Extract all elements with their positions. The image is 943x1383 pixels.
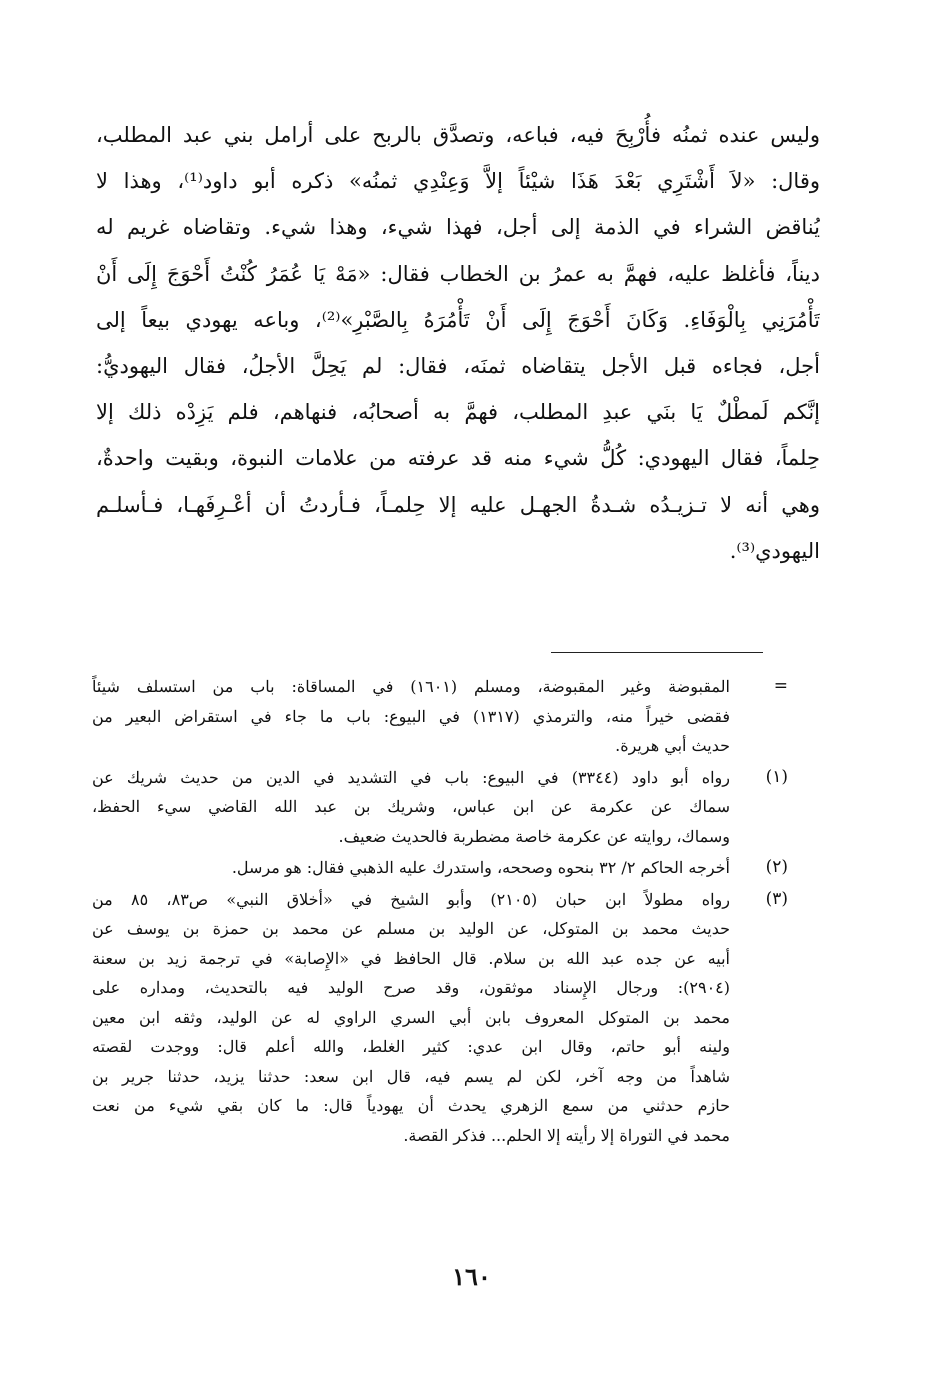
- footnote-continuation: [92, 672, 788, 761]
- footnote-line: فقضى خيراً منه، والترمذي (١٣١٧) في البيوع: باب ما جاء في استقراض البعير من: [92, 706, 730, 726]
- footnote-line: سماك عن عكرمة عن ابن عباس، وشريك بن عبد الله القاضي سيء الحفظ،: [92, 797, 730, 816]
- footnote-marker: (٣): [765, 888, 788, 909]
- main-text-line: وليس عنده ثمنُه فأُرْبِحَ فيه، فباعه، وتصدَّق بالربح على أرامل بني عبد المطلب،: [96, 123, 820, 147]
- footnote-line: أخرجه الحاكم ٢/ ٣٢ بنحوه وصححه، واستدرك عليه الذهبي فقال: هو مرسل.: [231, 858, 730, 877]
- footnote-marker: (١): [765, 766, 788, 787]
- footnote-line: المقبوضة وغير المقبوضة، ومسلم (١٦٠١) في المساقاة: باب من استسلف شيئاً: [92, 677, 730, 696]
- page-number: ١٦٠: [452, 1262, 491, 1291]
- footnote-line: ولينه أبو حاتم، وقال ابن عدي: كثير الغلط، والله أعلم قال: ووجدت لقصته: [92, 1037, 730, 1056]
- footnote-line: أبيه عن جده عبد الله بن سلام. قال الحافظ في «الإِصابة» في ترجمة زيد بن سعنة: [92, 948, 730, 968]
- footnote-divider: [551, 652, 763, 653]
- footnotes-section: [92, 672, 788, 1152]
- footnote-line: محمد بن المتوكل المعروف بابن أبي السري الراوي له عن الوليد، وثقه ابن معين: [92, 1007, 730, 1027]
- main-text-body: [96, 112, 820, 574]
- main-text-line: أجل، فجاءه قبل الأجل يتقاضاه ثمنَه، فقال: لم يَحِلَّ الأجلُ، فقال اليهوديُّ:: [96, 353, 820, 378]
- footnote-line: رواه أبو داود (٣٣٤٤) في البيوع: باب في التشديد في الدين من حديث شريك عن: [92, 767, 730, 787]
- main-text-line: يُناقض الشراء في الذمة إلى أجل، فهذا شيء، وهذا شيء. وتقاضاه غريم له: [96, 215, 820, 240]
- footnote-1: [92, 763, 788, 852]
- main-text-line: وهي أنه لا تـزيـدُه شـدةُ الجهـل عليه إلا حِلمـاً، فـأردتُ أن أعْـرِفَهـا، فـأسلـم: [96, 492, 820, 517]
- footnote-marker: =: [773, 676, 788, 696]
- main-text-line: وقال: «لاَ أَشْتَرِي بَعْدَ هَذَا شيْئاً إلاَّ وَعِنْدِي ثمنُه» ذكره أبو داود⁽¹⁾، وهذا لا: [96, 169, 820, 194]
- main-text-line: اليهودي⁽³⁾.: [729, 538, 820, 563]
- main-text-line: تَأْمُرَنِي بِالْوَفَاءِ. وَكَانَ أَحْوَجَ إِلَى أَنْ تَأْمُرَهُ بِالصَّبْرِ»⁽²⁾، وباعه يهودي بيعاً إلى: [96, 307, 820, 332]
- footnote-line: (٢٩٠٤): ورجال الإِسناد موثقون، وقد صرح الوليد فيه بالتحديث، ومداره على: [92, 978, 730, 997]
- footnote-line: محمد في التوراة إلا رأيته إلا الحلم... فذكر القصة.: [403, 1125, 730, 1145]
- footnote-marker: (٢): [765, 857, 788, 877]
- footnote-3: [92, 885, 788, 1151]
- footnote-2: [92, 853, 788, 883]
- footnote-line: حديث محمد بن المتوكل، عن الوليد بن مسلم عن محمد بن حمزة بن يوسف عن: [92, 919, 730, 938]
- footnote-line: شاهداً من وجه آخر، لكن لم يسم فيه، قال ابن سعد: حدثنا يزيد، حدثنا جرير بن: [92, 1066, 730, 1086]
- footnote-line: رواه مطولاً ابن حبان (٢١٠٥) وأبو الشيخ في «أخلاق النبي» ص٨٣، ٨٥ من: [92, 889, 730, 909]
- footnote-line: حديث أبي هريرة.: [615, 736, 730, 755]
- main-text-line: ديناً، فأغلظ عليه، فهمَّ به عمرُ بن الخطاب فقال: «مَهْ يَا عُمَرُ كُنْتُ أَحْوَجَ إِلَى أَنْ: [96, 261, 820, 286]
- main-text-line: إنَّكم لَمطْلٌ يَا بنَي عبدِ المطلب، فهمَّ به أصحابُه، فنهاهم، فلم يَزِدْه ذلك إلا: [96, 400, 820, 425]
- footnote-line: وسماك، روايته عن عكرمة خاصة مضطربة فالحديث ضعيف.: [338, 826, 730, 846]
- main-text-line: حِلماً، فقال اليهودي: كُلُّ شيء منه قد عرفته من علامات النبوة، وبقيت واحدةٌ،: [96, 446, 820, 471]
- footnote-line: حازم حدثني من سمع الزهري يحدث أن يهودياً قال: ما كان بقي شيء من نعت: [92, 1096, 730, 1115]
